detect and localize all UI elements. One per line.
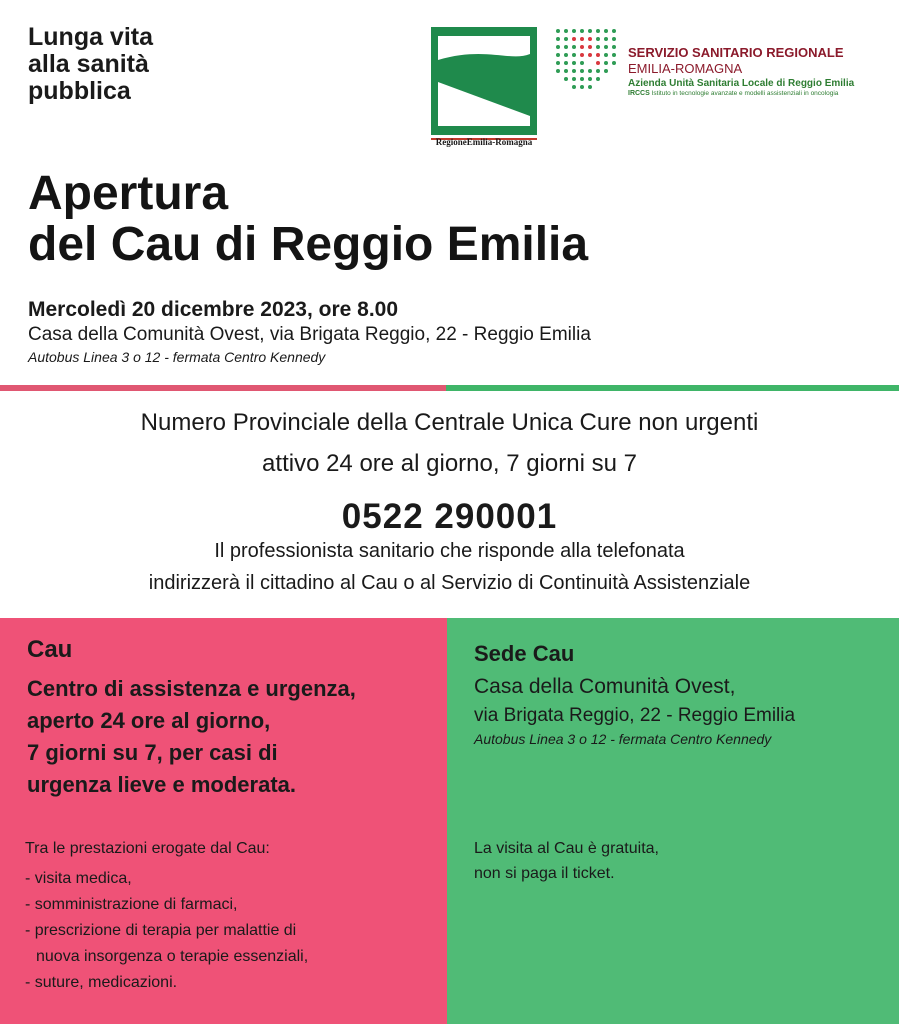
sede-address: via Brigata Reggio, 22 - Reggio Emilia — [474, 705, 796, 726]
cau-description-line: 7 giorni su 7, per casi di — [27, 740, 278, 765]
cau-description-line: aperto 24 ore al giorno, — [27, 708, 271, 733]
sede-heading: Sede Cau — [474, 641, 575, 666]
ssr-region: EMILIA-ROMAGNA — [628, 61, 743, 77]
service-item: - visita medica, — [25, 870, 132, 887]
service-item: - suture, medicazioni. — [25, 974, 178, 991]
divider-green — [446, 385, 899, 391]
slogan-line: Lunga vita — [28, 23, 154, 51]
ssr-azienda: Azienda Unità Sanitaria Locale di Reggio Emilia — [628, 77, 855, 89]
event-address: Casa della Comunità Ovest, via Brigata Reggio, 22 - Reggio Emilia — [28, 324, 591, 345]
number-info-line: indirizzerà il cittadino al Cau o al Servizio di Continuità Assistenziale — [148, 572, 751, 594]
title-line: Apertura — [28, 167, 229, 220]
slogan-line: pubblica — [28, 77, 131, 105]
cau-description — [27, 673, 356, 801]
services-intro: Tra le prestazioni erogate dal Cau: — [25, 840, 270, 857]
ssr-irccs-desc: Istituto in tecnologie avanzate e modelli assistenziali in oncologia — [651, 90, 839, 97]
page-title — [28, 168, 588, 270]
phone-number[interactable]: 0522 290001 — [341, 497, 558, 536]
cau-description-line: urgenza lieve e moderata. — [27, 772, 296, 797]
free-visit-line: non si paga il ticket. — [474, 865, 615, 882]
services-list — [25, 866, 308, 996]
cau-description-line: Centro di assistenza e urgenza, — [27, 676, 356, 701]
cau-heading: Cau — [27, 636, 73, 663]
ssr-title: SERVIZIO SANITARIO REGIONALE — [628, 45, 844, 60]
ssr-block — [628, 45, 854, 99]
ssr-irccs — [628, 90, 854, 99]
title-line: del Cau di Reggio Emilia — [28, 218, 589, 271]
service-item: nuova insorgenza o terapie essenziali, — [36, 948, 309, 965]
number-availability: attivo 24 ore al giorno, 7 giorni su 7 — [262, 450, 637, 477]
sede-name: Casa della Comunità Ovest, — [474, 675, 736, 698]
sede-bus-info: Autobus Linea 3 o 12 - fermata Centro Kennedy — [474, 731, 772, 747]
event-date: Mercoledì 20 dicembre 2023, ore 8.00 — [28, 298, 399, 321]
slogan — [28, 24, 153, 105]
free-visit-line: La visita al Cau è gratuita, — [474, 840, 659, 857]
number-title: Numero Provinciale della Centrale Unica Cure non urgenti — [140, 409, 759, 436]
region-logo-caption: RegioneEmilia-Romagna — [435, 137, 533, 147]
ssr-dot-grid-icon — [555, 28, 617, 90]
divider-pink — [0, 385, 446, 391]
service-item: - prescrizione di terapia per malattie di — [25, 922, 297, 939]
regione-emilia-romagna-logo — [430, 26, 538, 150]
service-item: - somministrazione di farmaci, — [25, 896, 238, 913]
event-bus-info: Autobus Linea 3 o 12 - fermata Centro Kennedy — [28, 349, 326, 365]
ssr-irccs-label: IRCCS — [628, 90, 650, 97]
number-info-line: Il professionista sanitario che risponde alla telefonata — [214, 540, 685, 562]
slogan-line: alla sanità — [28, 50, 149, 78]
